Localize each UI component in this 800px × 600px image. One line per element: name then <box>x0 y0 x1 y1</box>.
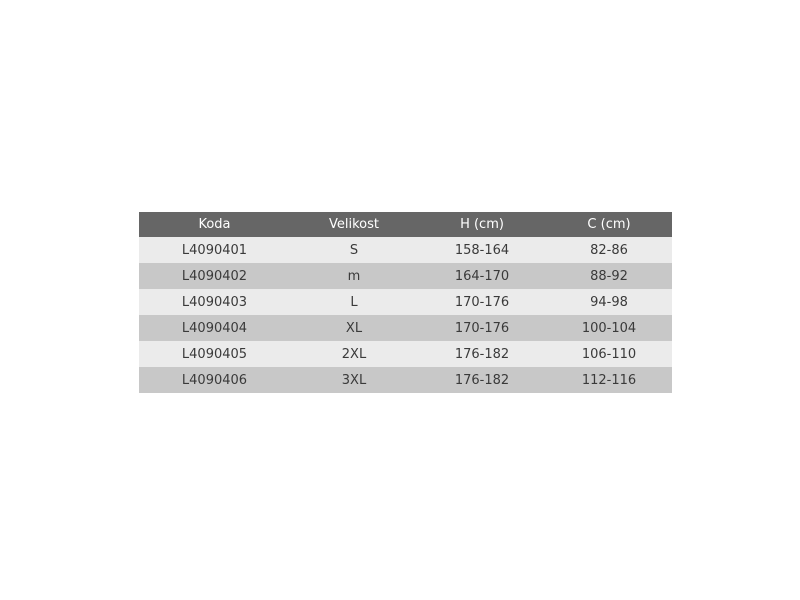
cell-size: S <box>290 237 418 263</box>
cell-chest: 82-86 <box>546 237 672 263</box>
cell-size: L <box>290 289 418 315</box>
table-row <box>139 289 672 315</box>
cell-height: 158-164 <box>418 237 546 263</box>
cell-size: m <box>290 263 418 289</box>
table-row <box>139 367 672 393</box>
cell-height: 176-182 <box>418 341 546 367</box>
table-row <box>139 237 672 263</box>
cell-code: L4090406 <box>139 367 290 393</box>
table-header <box>139 212 672 237</box>
cell-height: 176-182 <box>418 367 546 393</box>
cell-code: L4090405 <box>139 341 290 367</box>
header-height: H (cm) <box>418 212 546 237</box>
cell-chest: 112-116 <box>546 367 672 393</box>
cell-code: L4090403 <box>139 289 290 315</box>
cell-height: 164-170 <box>418 263 546 289</box>
header-chest: C (cm) <box>546 212 672 237</box>
cell-code: L4090401 <box>139 237 290 263</box>
cell-height: 170-176 <box>418 289 546 315</box>
cell-code: L4090404 <box>139 315 290 341</box>
table-row <box>139 315 672 341</box>
size-chart-table <box>139 212 672 393</box>
cell-code: L4090402 <box>139 263 290 289</box>
cell-height: 170-176 <box>418 315 546 341</box>
table-row <box>139 263 672 289</box>
cell-size: XL <box>290 315 418 341</box>
header-row <box>139 212 672 237</box>
table-row <box>139 341 672 367</box>
header-code: Koda <box>139 212 290 237</box>
cell-chest: 94-98 <box>546 289 672 315</box>
cell-size: 3XL <box>290 367 418 393</box>
cell-chest: 88-92 <box>546 263 672 289</box>
cell-chest: 106-110 <box>546 341 672 367</box>
cell-chest: 100-104 <box>546 315 672 341</box>
cell-size: 2XL <box>290 341 418 367</box>
table-body <box>139 237 672 393</box>
header-size: Velikost <box>290 212 418 237</box>
